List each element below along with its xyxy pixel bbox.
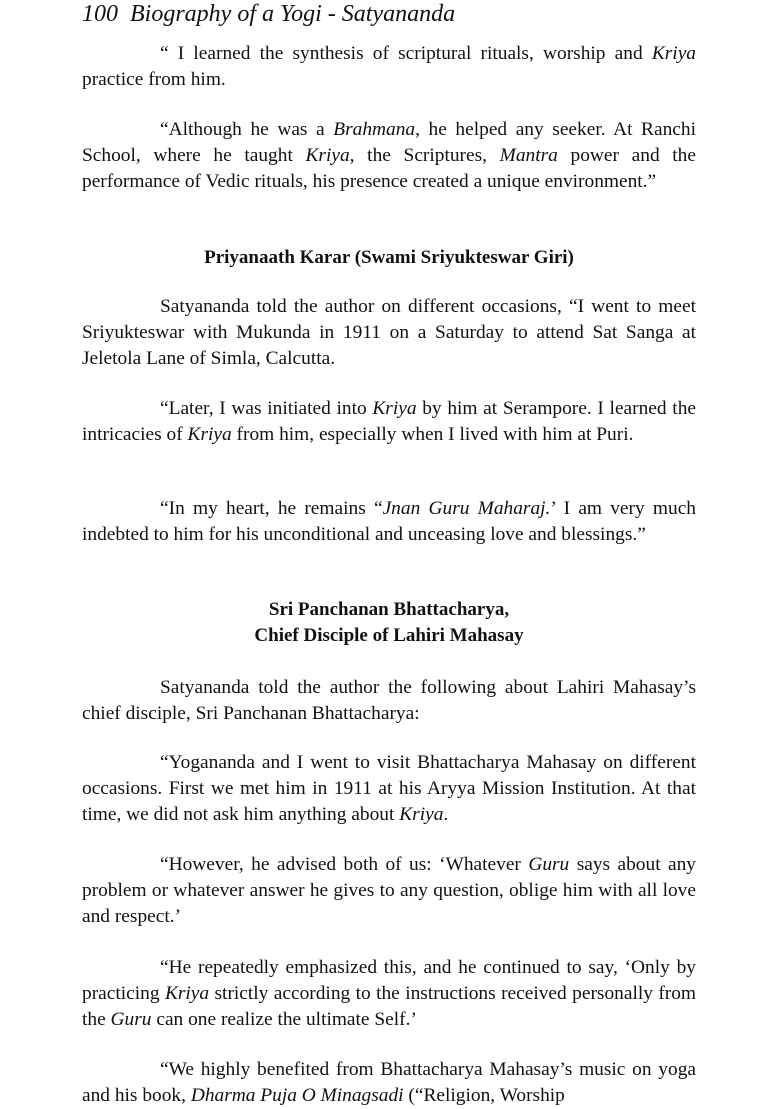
italic-term: Kriya [651, 43, 696, 64]
italic-term: Jnan Guru Maharaj. [382, 498, 551, 519]
page-number: 100 [82, 1, 118, 27]
italic-term: Guru [528, 854, 570, 875]
italic-term: Dharma Puja O Minagsadi [190, 1085, 404, 1106]
italic-term: Kriya [372, 398, 417, 419]
section-heading-bhattacharya [82, 597, 696, 649]
paragraph-9: “He repeatedly emphasized this, and he continued to say, ‘Only by practicing Kriya strictly according to the instructions received personally from the Guru can one realize the ultimate Self.’ [82, 957, 697, 1030]
italic-term: Kriya [164, 983, 210, 1004]
paragraph-4: “Later, I was initiated into Kriya by him at Serampore. I learned the intricacies of Kriya from him, especially when I lived with him at Puri. [82, 398, 696, 445]
running-head [82, 0, 455, 28]
heading-line-2: Chief Disciple of Lahiri Mahasay [254, 625, 524, 646]
paragraph-2: “Although he was a Brahmana, he helped any seeker. At Ranchi School, where he taught Kriya, the Scriptures, Mantra power and the performance of Vedic rituals, his presence created a unique environment.” [82, 119, 696, 192]
paragraph-7: “Yogananda and I went to visit Bhattacharya Mahasay on different occasions. First we met him in 1911 at his Aryya Mission Institution. At that time, we did not ask him anything about Kriya. [82, 752, 696, 825]
italic-term: Kriya [187, 424, 232, 445]
paragraph-6: Satyananda told the author the following about Lahiri Mahasay’s chief disciple, Sri Panchanan Bhattacharya: [82, 677, 696, 724]
paragraph-8: “However, he advised both of us: ‘Whatever Guru says about any problem or whatever answer he gives to any question, oblige him with all love and respect.’ [82, 854, 697, 927]
italic-term: Kriya [305, 145, 350, 166]
paragraph-10: “We highly benefited from Bhattacharya Mahasay’s music on yoga and his book, Dharma Puja O Minagsadi (“Religion, Worship [82, 1059, 696, 1106]
section-heading-karar [82, 245, 696, 271]
paragraph-1: “ I learned the synthesis of scriptural rituals, worship and Kriya practice from him. [82, 43, 696, 90]
italic-term: Guru [110, 1009, 152, 1030]
paragraph-3: Satyananda told the author on different occasions, “I went to meet Sriyukteswar with Mukunda in 1911 on a Saturday to attend Sat Sanga at Jeletola Lane of Simla, Calcutta. [82, 296, 696, 369]
italic-term: Kriya [399, 804, 444, 825]
italic-term: Mantra [499, 145, 558, 166]
paragraph-5: “In my heart, he remains “Jnan Guru Maharaj.’ I am very much indebted to him for his unconditional and unceasing love and blessings.” [82, 498, 697, 545]
running-title: Biography of a Yogi - Satyananda [130, 1, 456, 27]
heading-line: Priyanaath Karar (Swami Sriyukteswar Giri) [204, 247, 574, 268]
heading-line-1: Sri Panchanan Bhattacharya, [268, 599, 510, 620]
italic-term: Brahmana [333, 119, 416, 140]
